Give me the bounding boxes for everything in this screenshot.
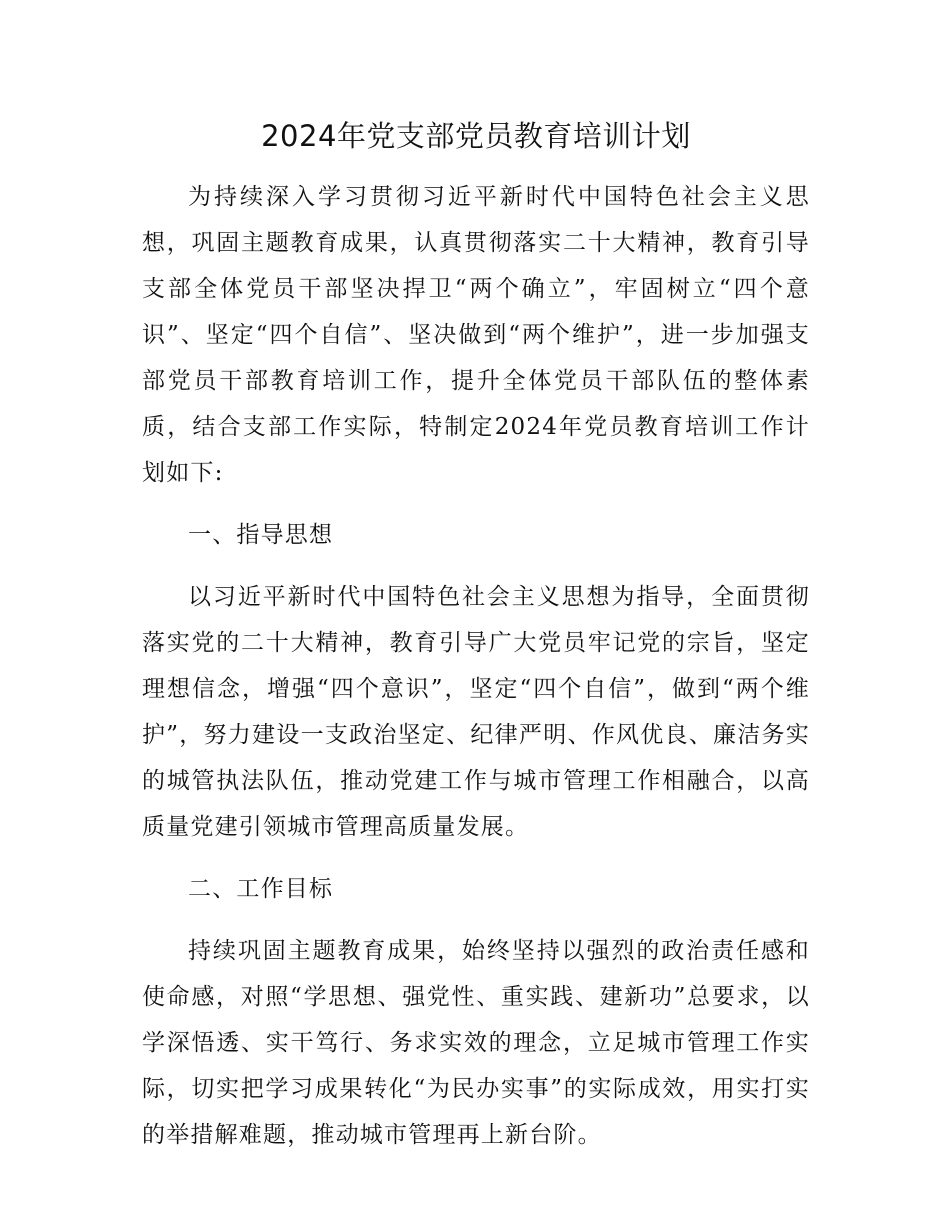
document-title: 2024年党支部党员教育培训计划 [261, 119, 691, 153]
document-content [142, 112, 810, 1158]
spacer [142, 160, 810, 174]
spacer [142, 558, 810, 574]
spacer [142, 912, 810, 928]
spacer [142, 850, 810, 866]
section-heading-guiding-ideology: 一、指导思想 [188, 522, 334, 548]
section-body-work-goals: 持续巩固主题教育成果，始终坚持以强烈的政治责任感和使命感，对照“学思想、强党性、重实践、建新功”总要求，以学深悟透、实干笃行、务求实效的理念，立足城市管理工作实际，切实把学习成果转化“为民办实事”的实际成效，用实打实的举措解难题，推动城市管理再上新台阶。 [142, 938, 810, 1148]
spacer [142, 496, 810, 512]
section-heading-work-goals: 二、工作目标 [188, 876, 334, 902]
section-body-guiding-ideology: 以习近平新时代中国特色社会主义思想为指导，全面贯彻落实党的二十大精神，教育引导广大党员牢记党的宗旨，坚定理想信念，增强“四个意识”，坚定“四个自信”，做到“两个维护”，努力建设一支政治坚定、纪律严明、作风优良、廉洁务实的城管执法队伍，推动党建工作与城市管理工作相融合，以高质量党建引领城市管理高质量发展。 [142, 584, 810, 840]
intro-paragraph: 为持续深入学习贯彻习近平新时代中国特色社会主义思想，巩固主题教育成果，认真贯彻落实二十大精神，教育引导支部全体党员干部坚决捍卫“两个确立”，牢固树立“四个意识”、坚定“四个自信”、坚决做到“两个维护”，进一步加强支部党员干部教育培训工作，提升全体党员干部队伍的整体素质，结合支部工作实际，特制定2024年党员教育培训工作计划如下: [142, 184, 810, 486]
